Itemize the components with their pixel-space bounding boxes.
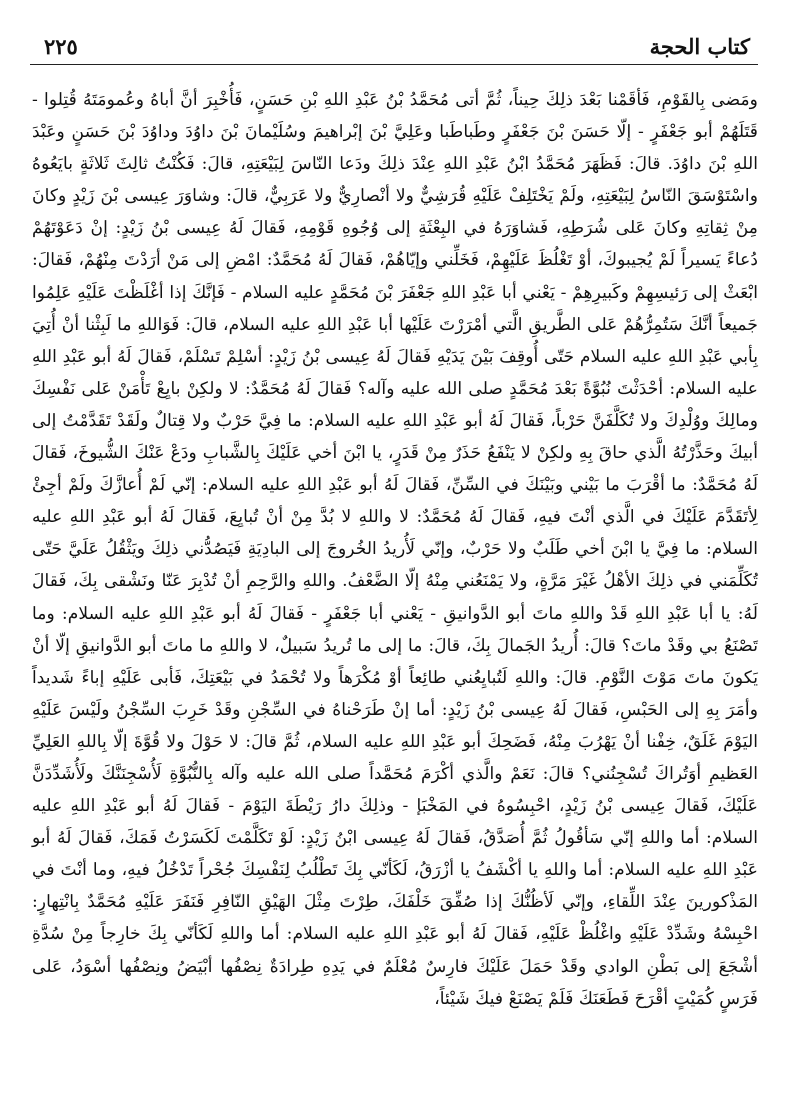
page-number: ٢٢٥	[44, 34, 78, 59]
header-rule	[30, 64, 758, 65]
body-text	[32, 84, 758, 1015]
page-header	[30, 28, 758, 68]
body-paragraph: ومَضى بِالقَوْمِ، فَأقَمْنا بَعْدَ ذلِكَ حِيناً، ثُمَّ أتى مُحَمَّدُ بْنُ عَبْدِ اللهِ بْنِ حَسَنٍ، فَأُخْبِرَ أنَّ أباهُ وعُمومَتَهُ قُتِلوا - قَتَلَهُمْ أبو جَعْفَرٍ - إلّا حَسَنَ بْنَ جَعْفَرٍ وطَباطَبا وعَلِيَّ بْنَ إبْراهيمَ وسُلَيْمانَ بْنَ داوُدَ وداوُدَ بْنَ حَسَنٍ وعَبْدَ اللهِ بْنَ داوُدَ. قالَ: فَظَهَرَ مُحَمَّدُ ابْنُ عَبْدِ اللهِ عِنْدَ ذلِكَ ودَعا النّاسَ لِبَيْعَتِهِ، قالَ: فَكُنْتُ ثالِثَ ثَلاثَةٍ بايَعُوهُ واسْتَوْسَقَ النّاسُ لِبَيْعَتِهِ، ولَمْ يَخْتَلِفْ عَلَيْهِ قُرَشِيٌّ ولا أنْصارِيٌّ ولا عَرَبِيٌّ، قالَ: وشاوَرَ عِيسى بْنَ زَيْدٍ وكانَ مِنْ ثِقاتِهِ وكانَ عَلى شُرَطِهِ، فَشاوَرَهُ في البِعْثَةِ إلى وُجُوهِ قَوْمِهِ، فَقالَ لَهُ عِيسى بْنُ زَيْدٍ: إنْ دَعَوْتَهُمْ دُعاءً يَسيراً لَمْ يُجيبوكَ، أوْ تَغْلُظَ عَلَيْهِمْ، فَخَلِّني وإيّاهُمْ، فَقالَ لَهُ مُحَمَّدٌ: امْضِ إلى مَنْ أرَدْتَ مِنْهُمْ، فَقالَ: ابْعَثْ إلى رَئيسِهِمْ وكَبيرِهِمْ - يَعْني أبا عَبْدِ اللهِ جَعْفَرَ بْنَ مُحَمَّدٍ عليه السلام - فَإنَّكَ إذا أغْلَظْتَ عَلَيْهِ عَلِمُوا جَميعاً أنَّكَ سَتُمِرُّهُمْ عَلى الطَّريقِ الَّتي أمْرَرْتَ عَلَيْها أبا عَبْدِ اللهِ عليه السلام، قالَ: فَوَاللهِ ما لَبِثْنا أنْ أُتِيَ بِأبي عَبْدِ اللهِ عليه السلام حَتّى أُوقِفَ بَيْنَ يَدَيْهِ فَقالَ لَهُ عِيسى بْنُ زَيْدٍ: أسْلِمْ تَسْلَمْ، فَقالَ لَهُ أبو عَبْدِ اللهِ عليه السلام: أحْدَثْتَ نُبُوَّةً بَعْدَ مُحَمَّدٍ صلى الله عليه وآله؟ فَقالَ لَهُ مُحَمَّدٌ: لا ولكِنْ بايِعْ تَأْمَنْ عَلى نَفْسِكَ ومالِكَ ووُلْدِكَ ولا تُكَلَّفَنَّ حَرْباً، فَقالَ لَهُ أبو عَبْدِ اللهِ عليه السلام: ما فِيَّ حَرْبٌ ولا قِتالٌ ولَقَدْ تَقَدَّمْتُ إلى أبيكَ وحَذَّرْتُهُ الَّذي حاقَ بِهِ ولكِنْ لا يَنْفَعُ حَذَرٌ مِنْ قَدَرٍ، يا ابْنَ أخي عَلَيْكَ بِالشَّبابِ ودَعْ عَنْكَ الشُّيوخَ، فَقالَ لَهُ مُحَمَّدٌ: ما أقْرَبَ ما بَيْني وبَيْنَكَ في السِّنِّ، فَقالَ لَهُ أبو عَبْدِ اللهِ عليه السلام: إنّي لَمْ أُعازَّكَ ولَمْ أجِئْ لِأتَقَدَّمَ عَلَيْكَ في الَّذي أنْتَ فيهِ، فَقالَ لَهُ مُحَمَّدٌ: لا واللهِ لا بُدَّ مِنْ أنْ تُبايِعَ، فَقالَ لَهُ أبو عَبْدِ اللهِ عليه السلام: ما فِيَّ يا ابْنَ أخي طَلَبٌ ولا حَرْبٌ، وإنّي لَأُريدُ الخُروجَ إلى البادِيَةِ فَيَصُدُّني ذلِكَ ويَثْقُلُ عَلَيَّ حَتّى تُكَلِّمَني في ذلِكَ الأهْلُ غَيْرَ مَرَّةٍ، ولا يَمْنَعُني مِنْهُ إلّا الضَّعْفُ. واللهِ والرَّحِمِ أنْ تُدْبِرَ عَنّا ونَشْقى بِكَ، فَقالَ لَهُ: يا أبا عَبْدِ اللهِ قَدْ واللهِ ماتَ أبو الدَّوانيقِ - يَعْني أبا جَعْفَرٍ - فَقالَ لَهُ أبو عَبْدِ اللهِ عليه السلام: وما تَصْنَعُ بي وقَدْ ماتَ؟ قالَ: أُريدُ الجَمالَ بِكَ، قالَ: ما إلى ما تُريدُ سَبيلٌ، لا واللهِ ما ماتَ أبو الدَّوانيقِ إلّا أنْ يَكونَ ماتَ مَوْتَ النَّوْمِ. قالَ: واللهِ لَتُبايِعُني طائِعاً أوْ مُكْرَهاً ولا تُحْمَدُ في بَيْعَتِكَ، فَأبى عَلَيْهِ إباءً شَديداً وأمَرَ بِهِ إلى الحَبْسِ، فَقالَ لَهُ عِيسى بْنُ زَيْدٍ: أما إنْ طَرَحْناهُ في السِّجْنِ وقَدْ خَرِبَ السِّجْنُ ولَيْسَ عَلَيْهِ اليَوْمَ غَلَقٌ، خِفْنا أنْ يَهْرُبَ مِنْهُ، فَضَحِكَ أبو عَبْدِ اللهِ عليه السلام، ثُمَّ قالَ: لا حَوْلَ ولا قُوَّةَ إلّا بِاللهِ العَلِيِّ العَظيمِ أوَتُراكَ تُسْجِنُني؟ قالَ: نَعَمْ والَّذي أكْرَمَ مُحَمَّداً صلى الله عليه وآله بِالنُّبُوَّةِ لَأُسْجِنَنَّكَ ولَأُشَدِّدَنَّ عَلَيْكَ، فَقالَ عِيسى بْنُ زَيْدٍ، احْبِسُوهُ في المَخْبَإ - وذلِكَ دارُ رَيْطَةَ اليَوْمَ - فَقالَ لَهُ أبو عَبْدِ اللهِ عليه السلام: أما واللهِ إنّي سَأقُولُ ثُمَّ أُصَدَّقُ، فَقالَ لَهُ عِيسى ابْنُ زَيْدٍ: لَوْ تَكَلَّمْتَ لَكَسَرْتُ فَمَكَ، فَقالَ لَهُ أبو عَبْدِ اللهِ عليه السلام: أما واللهِ يا أكْشَفُ يا أزْرَقُ، لَكَأنّي بِكَ تَطْلُبُ لِنَفْسِكَ جُحْراً تَدْخُلُ فيهِ، وما أنْتَ في المَذْكورينَ عِنْدَ اللِّقاءِ، وإنّي لَأظُنُّكَ إذا صُفِّقَ خَلْفَكَ، طِرْتَ مِثْلَ الهَيْقِ النّافِرِ فَنَفَرَ عَلَيْهِ مُحَمَّدٌ بِانْتِهارٍ: احْبِسْهُ وشَدِّدْ عَلَيْهِ واغْلُظْ عَلَيْهِ، فَقالَ لَهُ أبو عَبْدِ اللهِ عليه السلام: أما واللهِ لَكَأنّي بِكَ خارِجاً مِنْ سُدَّةِ أشْجَعَ إلى بَطْنِ الوادي وقَدْ حَمَلَ عَلَيْكَ فارِسٌ مُعْلَمٌ في يَدِهِ طِرادَةٌ نِصْفُها أبْيَضُ ونِصْفُها أسْوَدُ، عَلى فَرَسٍ كُمَيْتٍ أقْرَحَ فَطَعَنَكَ فَلَمْ يَصْنَعْ فيكَ شَيْئاً،	[32, 90, 758, 1009]
book-title: كتاب الحجة	[649, 34, 750, 59]
